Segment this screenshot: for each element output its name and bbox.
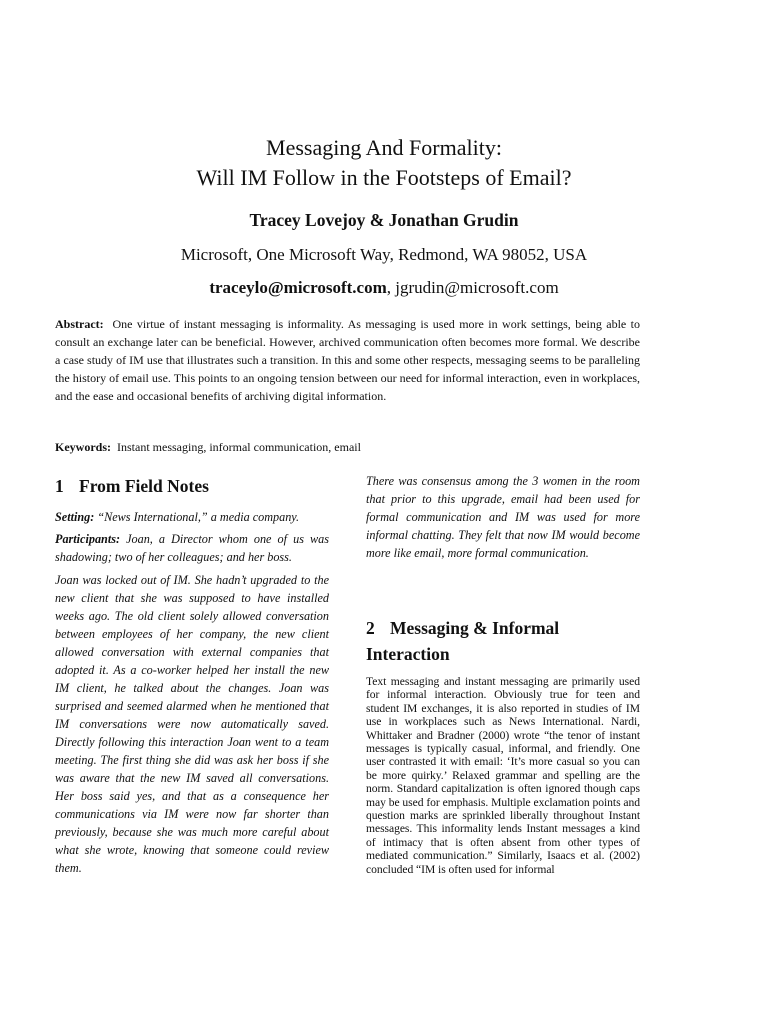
- setting-paragraph: [55, 508, 329, 526]
- section-2-text: Text messaging and instant messaging are primarily used for informal interaction. Obviously true for teen and student IM exchanges, it is also reported in studies of IM use in workplaces such as News International. Nardi, Whittaker and Bradner (2000) wrote “the tenor of instant messages is typically casual, informal, and friendly. One user contrasted it with email: ‘It’s more casual so you can be more quirky.’ Relaxed grammar and spelling are the norm. Standard capitalization is often ignored though caps may be used for emphasis. Multiple exclamation points and question marks are sprinkled liberally throughout Instant messages. This informality lends Instant messages a kind of intimacy that is often absent from other types of mediated communication.” Similarly, Isaacs et al. (2002) concluded “IM is often used for informal: [366, 675, 640, 876]
- affiliation: Microsoft, One Microsoft Way, Redmond, WA 98052, USA: [180, 245, 588, 264]
- section-1-number: 1: [55, 476, 64, 496]
- section-1-title: From Field Notes: [79, 476, 209, 496]
- email-grudin[interactable]: jgrudin@microsoft.com: [395, 278, 559, 297]
- email-lovejoy[interactable]: traceylo@microsoft.com: [209, 278, 387, 297]
- keywords-label: Keywords:: [55, 440, 111, 454]
- title-line-1: Messaging And Formality:: [266, 135, 502, 160]
- participants-text: Joan, a Director whom one of us was shadowing; two of her colleagues; and her boss.: [55, 532, 329, 564]
- section-1-heading: [55, 473, 329, 499]
- section-2-number: 2: [366, 618, 375, 638]
- abstract-label: Abstract:: [55, 317, 104, 331]
- section-2-title: Messaging & Informal Interaction: [366, 618, 560, 664]
- authors: Tracey Lovejoy & Jonathan Grudin: [249, 210, 519, 230]
- paper-title: [0, 133, 768, 193]
- left-column: [55, 473, 329, 877]
- setting-label: Setting:: [55, 510, 95, 524]
- title-line-2: Will IM Follow in the Footsteps of Email?: [196, 165, 572, 190]
- field-notes-story: Joan was locked out of IM. She hadn’t upgraded to the new client that she was supposed to have installed weeks ago. The old client solely allowed conversation between employees of her company, the new client allowed conversation with external companies that adopted it. As a co-worker helped her install the new IM client, he talked about the changes. Joan was surprised and seemed alarmed when he mentioned that IM conversations were now automatically saved. Directly following this interaction Joan went to a team meeting. The first thing she did was ask her boss if she was aware that the new IM saved all conversations. Her boss said yes, and that as a consequence her communications via IM were now far shorter than previously, because she was much more careful about what she wrote, knowing that someone could review them.: [55, 573, 329, 875]
- participants-label: Participants:: [55, 532, 121, 546]
- keywords-text: Instant messaging, informal communication, email: [117, 440, 361, 454]
- right-column: [366, 472, 640, 876]
- field-notes-continuation: There was consensus among the 3 women in the room that prior to this upgrade, email had been used for formal communication and IM was used for more informal chatting. They felt that now IM would become more like email, more formal communication.: [366, 474, 640, 560]
- keywords: [55, 438, 640, 456]
- email-separator: ,: [386, 278, 396, 297]
- section-2-heading: [366, 615, 640, 667]
- abstract: [55, 315, 640, 405]
- participants-paragraph: [55, 530, 329, 566]
- setting-text: “News International,” a media company.: [97, 510, 300, 524]
- author-emails: [0, 276, 768, 300]
- abstract-text: One virtue of instant messaging is informality. As messaging is used more in work settings, being able to consult an exchange later can be beneficial. However, archived communication often becomes more formal. We describe a case study of IM use that illustrates such a transition. In this and some other respects, messaging seems to be paralleling the history of email use. This points to an ongoing tension between our need for informal interaction, even in workplaces, and the ease and occasional benefits of archiving digital information.: [55, 317, 641, 403]
